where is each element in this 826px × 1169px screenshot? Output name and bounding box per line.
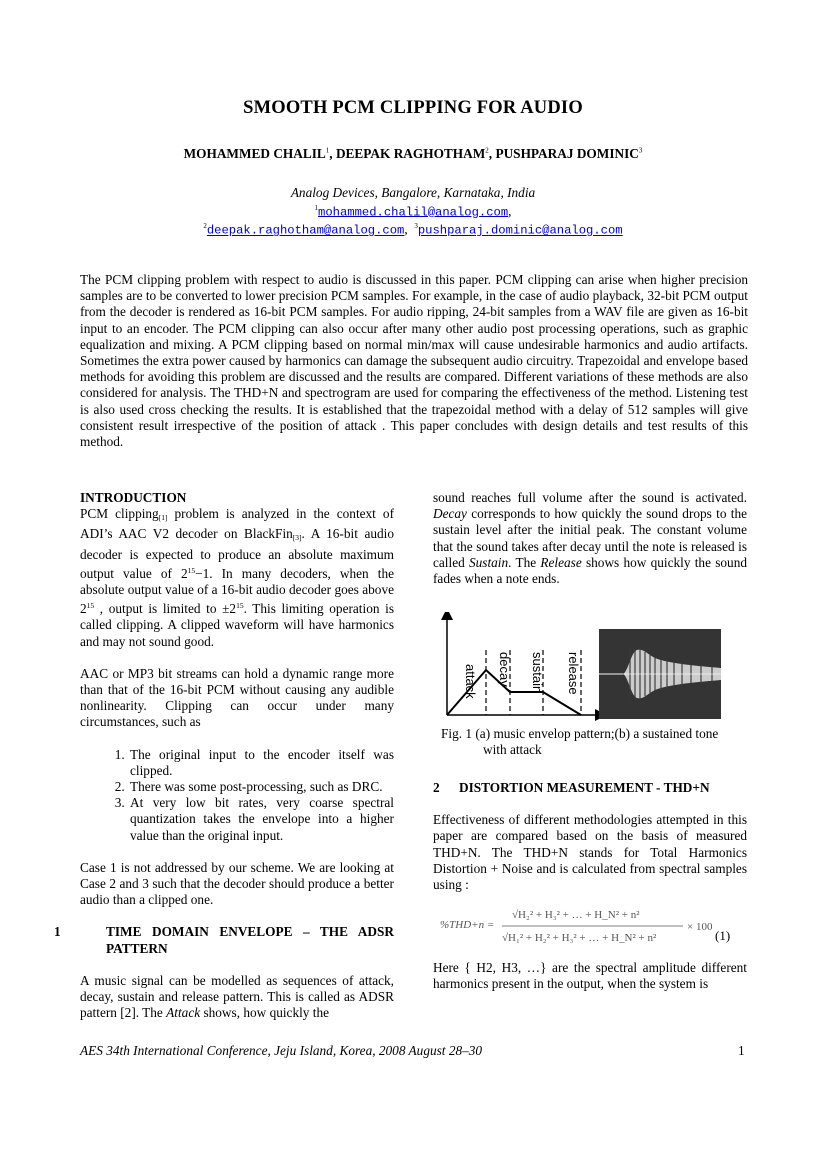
email-mark: 2 (203, 222, 207, 231)
caption-line: with attack (483, 741, 542, 757)
author-name: MOHAMMED CHALIL (183, 146, 326, 161)
citation: [1] (158, 513, 168, 523)
institution: Analog Devices, Bangalore, Karnataka, India (290, 185, 536, 200)
list-item: 2. There was some post-processing, such as DRC. (128, 779, 394, 795)
author-list (0, 146, 826, 162)
phase-label-sustain: sustain (530, 652, 545, 694)
page-number: 1 (738, 1043, 745, 1058)
intro-heading: INTRODUCTION (80, 490, 187, 505)
svg-text:× 100: × 100 (687, 921, 713, 933)
author-separator: , (488, 146, 496, 161)
email-line-1 (0, 201, 826, 220)
term: Sustain (468, 554, 509, 570)
email-link[interactable]: deepak.raghotham@analog.com (206, 223, 405, 238)
phase-label-decay: decay (497, 652, 512, 687)
text: A music signal can be modelled as sequences of attack, decay, sustain and release pattern. This is called as ADSR pattern [2]. The (80, 972, 394, 1021)
exponent: 15 (236, 601, 244, 611)
citation: [3] (292, 533, 302, 543)
text: −1. In many decoders, when the absolute output value of a 16-bit audio decoder goes above 2 (80, 565, 394, 617)
section-2-paragraph-2: Here { H2, H3, …} are the spectral amplitude different harmonics present in the output, when the system is (433, 960, 747, 992)
text: . A 16-bit audio decoder is expected to produce an absolute maximum output value of 2 (80, 526, 394, 581)
section-1-heading (54, 924, 394, 956)
text: shows how quickly the sound fades when a note ends. (433, 554, 747, 587)
section-title: DISTORTION MEASUREMENT - THD+N (459, 780, 710, 795)
left-column (54, 490, 394, 1021)
email-mark: 1 (314, 203, 318, 212)
email-link[interactable]: mohammed.chalil@analog.com (318, 204, 509, 219)
section-number: 1 (54, 924, 61, 940)
footer-conference: AES 34th International Conference, Jeju Island, Korea, 2008 August 28–30 (80, 1043, 483, 1058)
phase-label-release: release (566, 652, 581, 695)
author-name: DEEPAK RAGHOTHAM (335, 146, 486, 161)
paper-title: SMOOTH PCM CLIPPING FOR AUDIO (243, 98, 583, 118)
intro-paragraph-3: Case 1 is not addressed by our scheme. We are looking at Case 2 and 3 such that the decoder should produce a better audio than a clipped one. (80, 859, 394, 908)
phase-label-attack: attack (463, 664, 478, 699)
text: . The (508, 554, 541, 570)
adsr-paragraph (433, 490, 747, 587)
email-link[interactable]: pushparaj.dominic@analog.com (417, 223, 623, 238)
email-mark: 3 (414, 222, 418, 231)
section-title: TIME DOMAIN ENVELOPE – THE ADSR PATTERN (106, 924, 394, 956)
figure-caption (441, 726, 746, 757)
right-column-lower (433, 780, 747, 893)
exponent: 15 (187, 565, 196, 575)
author-name: PUSHPARAJ DOMINIC (495, 146, 639, 161)
text: sound reaches full volume after the sound is activated. (433, 490, 747, 505)
section-1-paragraph (80, 973, 394, 1022)
case-list (80, 747, 394, 844)
list-item: 1. The original input to the encoder itself was clipped. (128, 747, 394, 779)
text: corresponds to how quickly the sound drops to the sustain level after the initial peak. The constant volume that the sound takes after decay until the note is released is called (433, 506, 747, 570)
email-trail: , (404, 221, 408, 237)
svg-text:√H₂² + H₃² + … + H_N² + n²: √H₂² + H₃² + … + H_N² + n² (512, 909, 640, 921)
author-affil-mark: 2 (485, 146, 489, 155)
svg-text:%THD+n =: %THD+n = (440, 919, 495, 931)
section-2-heading (433, 780, 747, 796)
intro-paragraph-1 (80, 506, 394, 650)
section-number: 2 (433, 780, 440, 795)
intro-paragraph-2: AAC or MP3 bit streams can hold a dynamic range more than that of the 16-bit PCM without causing any audible nonlinearity. Clipping can occur under many circumstances, such as (80, 665, 394, 730)
email-line-2 (0, 219, 826, 238)
thdn-equation (440, 906, 750, 946)
text: . This limiting operation is called clipping. A clipped waveform will have harmonics and may not sound good. (80, 601, 394, 649)
right-column (433, 490, 747, 587)
right-column-bottom (433, 960, 747, 992)
email-trail: , (508, 202, 512, 218)
text: PCM clipping (80, 506, 159, 522)
text: shows, how quickly the (200, 1005, 330, 1021)
text: , output is limited to ±2 (94, 601, 237, 617)
abstract: The PCM clipping problem with respect to audio is discussed in this paper. PCM clipping can arise when higher precision samples are to be converted to lower precision PCM samples. For example, in the case of audio playback, 32-bit PCM output from the decoder is rendered as 16-bit PCM samples. For audio ripping, 24-bit samples from a WAV file are given as 16-bit input to an encoder. The PCM clipping can also occur after many other audio post processing operations, such as graphic equalization and mixing. A PCM clipping based on normal min/max will cause undesirable harmonics and audio artifacts. Sometimes the extra power caused by harmonics can damage the subsequent audio circuitry. Trapezoidal and envelope based methods for avoiding this problem are discussed and the results are compared. Different variations of these methods are also considered for analysis. The THD+N and spectrogram are used for comparing the effectiveness of the method. Listening test is also used cross checking the results. It is established that the trapezoidal method with a delay of 512 samples will give consistent result irrespective of the position of attack . This paper concludes with design details and test results of this method. (80, 272, 748, 450)
equation-image (440, 906, 750, 946)
section-2-paragraph-1: Effectiveness of different methodologies attempted in this paper are compared based on the basis of measured THD+N. The THD+N stands for Total Harmonics Distortion + Noise and is calculated from spectral samples using : (433, 812, 747, 893)
author-affil-mark: 1 (325, 146, 330, 155)
term: Attack (166, 1005, 201, 1021)
list-item: 3. At very low bit rates, very coarse spectral quantization takes the envelope into a higher value than the original input. (128, 795, 394, 844)
svg-text:√H₁² + H₂² + H₃² + … + H_N² +: √H₁² + H₂² + H₃² + … + H_N² + n² (502, 932, 657, 944)
equation-number: (1) (715, 928, 731, 943)
author-affil-mark: 3 (638, 146, 643, 155)
term: Release (540, 554, 582, 570)
author-separator: , (329, 146, 336, 161)
exponent: 15 (86, 601, 95, 611)
caption-line: Fig. 1 (a) music envelop pattern;(b) a sustained tone (441, 726, 719, 741)
adsr-envelope-diagram (433, 612, 748, 727)
term: Decay (433, 506, 467, 522)
affiliation-block (0, 186, 826, 238)
sustained-tone-image (599, 629, 721, 719)
text: problem is analyzed in the context of ADI’s AAC V2 decoder on BlackFin (80, 506, 394, 542)
